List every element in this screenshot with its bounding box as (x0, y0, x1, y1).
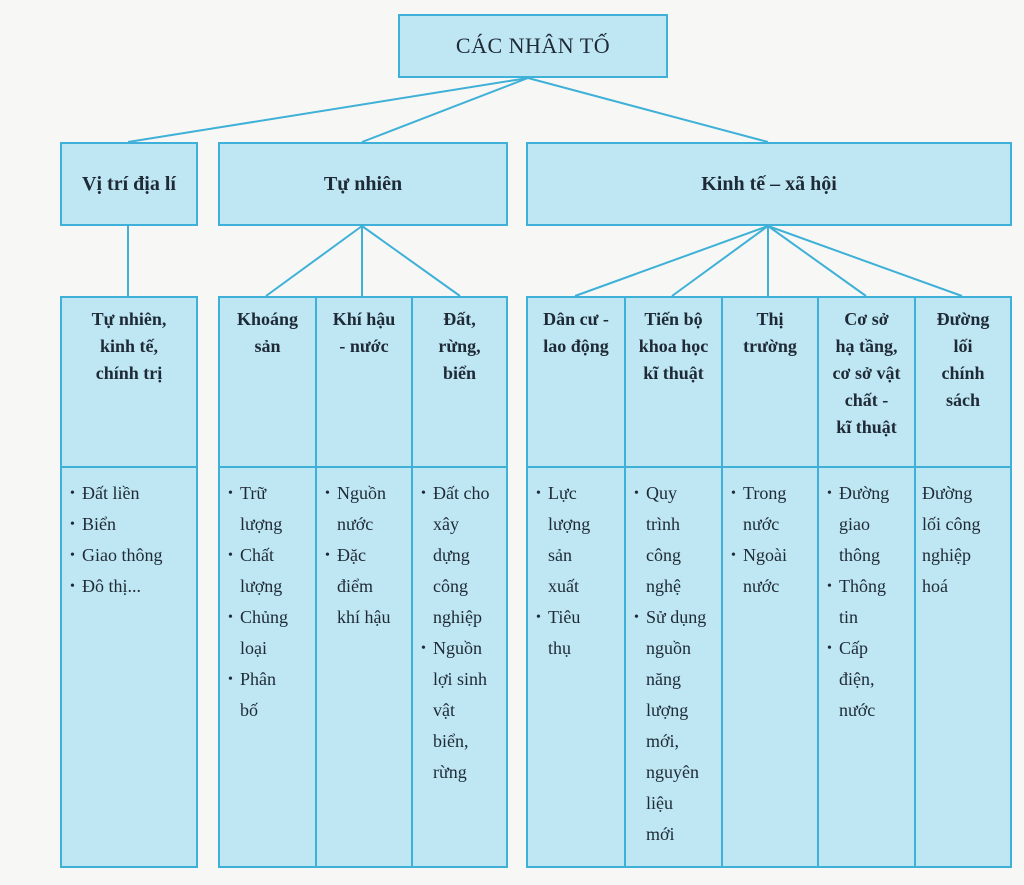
column-heading: Cơ sở hạ tầng, cơ sở vật chất - kĩ thuật (832, 309, 901, 437)
category-label: Kinh tế – xã hội (701, 172, 837, 195)
connector-socio-col5 (768, 226, 962, 296)
list-item: • Đặc điểm khí hậu (323, 540, 407, 633)
column-items (528, 478, 624, 664)
column-heading: Tự nhiên, kinh tế, chính trị (91, 309, 167, 383)
list-item: • Chủng loại (226, 602, 311, 664)
list-item: • Phân bố (226, 664, 311, 726)
column-climate-water (317, 298, 411, 866)
list-item: • Trong nước (729, 478, 813, 540)
column-heading: Đất, rừng, biển (438, 309, 481, 383)
column-technology (626, 298, 721, 866)
column-heading: Khí hậu - nước (332, 309, 396, 356)
list-item: Đường lối công nghiệp hoá (922, 483, 981, 596)
column-heading: Đường lối chính sách (936, 309, 990, 410)
root-node (398, 14, 668, 78)
column-heading: Thị trường (743, 309, 797, 356)
list-item: • Lực lượng sản xuất (534, 478, 620, 602)
list-item: • Đường giao thông (825, 478, 910, 571)
list-item: • Sử dụng nguồn năng lượng mới, nguyên liệu mới (632, 602, 717, 850)
column-population-labour (528, 298, 624, 866)
column-items (819, 478, 914, 726)
root-label: CÁC NHÂN TỐ (455, 33, 611, 58)
category-location (60, 142, 198, 226)
column-items (317, 478, 411, 633)
list-item: • Đất liền (68, 478, 192, 509)
connector-socio-col2 (672, 226, 768, 296)
column-heading: Tiến bộ khoa học kĩ thuật (638, 309, 709, 383)
list-item: • Đô thị... (68, 571, 192, 602)
list-item: • Giao thông (68, 540, 192, 571)
group-location (60, 296, 198, 868)
connector-root-socioeconomic (528, 78, 768, 142)
list-item: • Cấp điện, nước (825, 633, 910, 726)
category-socioeconomic (526, 142, 1012, 226)
list-item: • Ngoài nước (729, 540, 813, 602)
category-label: Tự nhiên (323, 172, 403, 195)
connector-natural-col3 (362, 226, 460, 296)
column-heading: Khoáng sản (236, 309, 299, 356)
column-items (62, 478, 196, 602)
connector-socio-col4 (768, 226, 866, 296)
list-item: • Đất cho xây dựng công nghiệp (419, 478, 502, 633)
list-item: • Thông tin (825, 571, 910, 633)
divider (62, 466, 196, 468)
group-natural (218, 296, 508, 868)
list-item: • Quy trình công nghệ (632, 478, 717, 602)
column-items (220, 478, 315, 726)
list-item: • Nguồn nước (323, 478, 407, 540)
category-natural (218, 142, 508, 226)
list-item: • Biển (68, 509, 192, 540)
column-policy (916, 298, 1010, 866)
column-items (413, 478, 506, 788)
list-item: • Chất lượng (226, 540, 311, 602)
list-item: • Trữ lượng (226, 478, 311, 540)
connector-socio-col1 (575, 226, 768, 296)
list-item: • Nguồn lợi sinh vật biển, rừng (419, 633, 502, 788)
column-items (723, 478, 817, 602)
column-minerals (220, 298, 315, 866)
list-item: • Tiêu thụ (534, 602, 620, 664)
connector-root-location (128, 78, 528, 142)
column-items (916, 478, 1010, 602)
column-land-forest-sea (413, 298, 506, 866)
column-market (723, 298, 817, 866)
column-heading: Dân cư - lao động (543, 309, 609, 356)
connector-root-natural (362, 78, 528, 142)
connector-natural-col1 (266, 226, 362, 296)
column-items (626, 478, 721, 850)
column-infrastructure (819, 298, 914, 866)
group-socioeconomic (526, 296, 1012, 868)
category-label: Vị trí địa lí (82, 172, 176, 195)
